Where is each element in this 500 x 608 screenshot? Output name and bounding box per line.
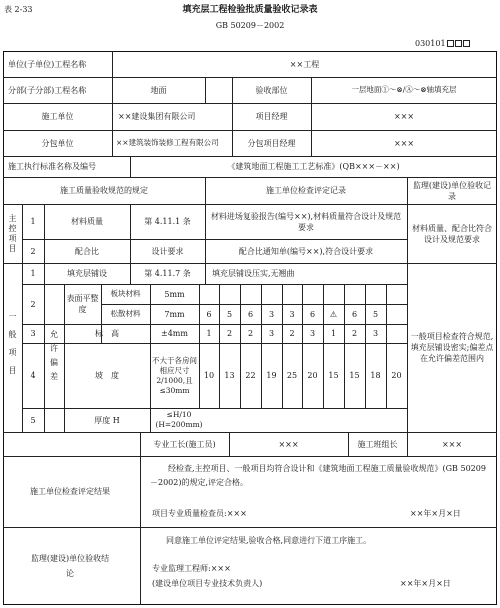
team-leader-label: 施工班组长 [357, 439, 398, 449]
main-row-1-record: 材料进场复验报告(编号××),材料质量符合设计及规范要求 [210, 211, 402, 232]
foreman-label: 专业工长(施工员) [153, 439, 216, 449]
general-row-4-no: 4 [30, 371, 36, 380]
slope-cell: 15 [328, 371, 339, 380]
main-items-label: 主控项目 [8, 213, 17, 254]
general-row-5-no: 5 [30, 415, 36, 425]
engineer-note: (建设单位项目专业技术负责人) [152, 579, 263, 588]
elevation-cell: 2 [289, 329, 295, 338]
acceptance-part-value: 一层地面①～⊗/Ⓐ～⊗轴填充层 [351, 85, 457, 94]
flatness-loose-cell: 6 [247, 309, 254, 319]
evaluation-text: 经检查,主控项目、一般项目均符合设计和《建筑地面工程施工质量验收规范》(GB 50209－2002)的规定,评定合格。 [150, 464, 486, 487]
spec-column-header: 施工质量验收规范的规定 [60, 186, 148, 195]
general-row-1-record: 填充层铺设压实,无翘曲 [212, 269, 295, 278]
main-row-2-record: 配合比通知单(编号××),符合设计要求 [238, 246, 374, 256]
slope-cell: 10 [203, 371, 215, 380]
flatness-board-cell [344, 284, 365, 304]
flatness-loose-cell: 3 [268, 309, 275, 319]
slope-value: 不大于各房间相应尺寸 2/1000,且≤30mm [152, 355, 197, 395]
thickness-value: ≤H/10 (H=200mm) [155, 410, 203, 429]
elevation-value: ±4mm [161, 329, 188, 338]
slope-cell: 15 [349, 371, 360, 380]
unit-project-value: ××工程 [289, 59, 320, 69]
project-manager-value: ××× [393, 112, 415, 121]
general-row-2-no: 2 [30, 299, 36, 309]
elevation-cell: 3 [372, 329, 379, 338]
flatness-board-cell [282, 284, 302, 304]
flatness-board-cell [323, 284, 344, 304]
main-supervision: 材料质量、配合比符合设计及规范要求 [412, 223, 492, 244]
subcontractor-value: ××建筑装饰装修工程有限公司 [116, 138, 219, 147]
form-code: 030101 [415, 38, 470, 49]
flatness-loose-cell: 6 [309, 309, 316, 319]
general-row-1-item: 填充层铺设 [67, 269, 107, 278]
elevation-cell [386, 324, 407, 343]
flatness-loose-cell: 3 [289, 309, 295, 319]
flatness-loose-cell: 6 [206, 309, 212, 319]
slope-label: 坡 度 [95, 371, 119, 380]
unit-project-label: 单位(子单位)工程名称 [8, 59, 87, 69]
acceptance-part-label: 验收部位 [255, 85, 288, 95]
slope-cell: 20 [307, 371, 318, 380]
flatness-sub-1-name: 板块材料 [110, 289, 141, 298]
flatness-sub-2-value: 7mm [164, 309, 185, 319]
slope-cell: 20 [391, 371, 402, 380]
main-row-1-item: 材料质量 [71, 217, 103, 226]
thickness-label: 厚度 H [94, 415, 120, 425]
standard-code: GB 50209－2002 [215, 21, 285, 30]
flatness-loose-cell: 5 [226, 309, 233, 319]
main-row-2-item: 配合比 [75, 246, 99, 256]
table-number: 表 2-33 [4, 5, 33, 14]
flatness-board-cell [261, 284, 282, 304]
supervision-engineer: 专业监理工程师:××× [152, 564, 231, 573]
flatness-loose-cell: 6 [351, 309, 358, 319]
slope-cell: 25 [286, 371, 298, 380]
flatness-loose-cell [386, 304, 407, 324]
supervision-text: 同意施工单位评定结果,验收合格,同意进行下道工序施工。 [166, 536, 372, 545]
elevation-cell: 3 [309, 329, 316, 338]
team-leader-value: ××× [441, 439, 463, 449]
elevation-cell: 1 [330, 329, 337, 338]
general-row-3-no: 3 [30, 329, 36, 338]
flatness-board-cell [240, 284, 261, 304]
main-row-1-clause: 第 4.11.1 条 [144, 217, 191, 226]
elevation-cell: 3 [268, 329, 275, 338]
elevation-cell: 1 [206, 329, 212, 338]
elevation-cell: 2 [226, 329, 233, 338]
flatness-sub-1-value: 5mm [164, 289, 185, 299]
flatness-board-cell [365, 284, 386, 304]
project-manager-label: 项目经理 [255, 112, 288, 121]
slope-cell: 19 [266, 371, 277, 380]
sub-pm-label: 分包项目经理 [247, 138, 296, 148]
flatness-sub-2-name: 松散材料 [110, 309, 141, 318]
flatness-board-cell [219, 284, 240, 304]
supervision-conclusion-label: 监理(建设)单位验收结论 [30, 554, 110, 578]
evaluation-date: ××年×月×日 [410, 509, 461, 518]
standard-label: 施工执行标准名称及编号 [8, 162, 96, 171]
slope-cell: 22 [245, 371, 256, 380]
main-row-1-no: 1 [30, 217, 36, 226]
page-title: 填充层工程检验批质量验收记录表 [182, 5, 318, 15]
standard-value: 《建筑地面工程施工工艺标准》(QB×××－××) [227, 162, 400, 171]
slope-cell: 18 [370, 371, 381, 380]
quality-inspector: 项目专业质量检查员:××× [152, 509, 247, 518]
main-row-2-clause: 设计要求 [151, 246, 184, 256]
flatness-loose-cell: ⚠ [329, 309, 338, 319]
flatness-board-cell [199, 284, 219, 304]
division-label: 分部(子分部)工程名称 [8, 85, 87, 95]
check-column-header: 施工单位检查评定记录 [266, 186, 346, 195]
elevation-cell: 2 [247, 329, 254, 338]
evaluation-label: 施工单位检查评定结果 [30, 487, 110, 496]
construction-unit-label: 施工单位 [41, 112, 74, 121]
general-supervision: 一般项目检查符合规范,填充层铺设密实;偏差点在允许偏差范围内 [410, 332, 494, 363]
elevation-label: 标 高 [95, 329, 119, 338]
sub-pm-value: ××× [393, 138, 415, 148]
flatness-board-cell [302, 284, 323, 304]
subcontractor-label: 分包单位 [41, 138, 74, 148]
supervision-column-header: 监理(建设)单位验收记录 [412, 180, 492, 201]
flatness-label: 表面平整度 [66, 294, 99, 314]
division-value: 地面 [150, 85, 167, 95]
general-row-1-clause: 第 4.11.7 条 [144, 269, 191, 278]
supervision-date: ××年×月×日 [400, 579, 451, 588]
flatness-loose-cell: 5 [372, 309, 379, 319]
slope-cell: 13 [224, 371, 235, 380]
allowance-label: 允许偏差 [49, 330, 59, 386]
flatness-board-cell [386, 284, 407, 304]
construction-unit-value: ××建设集团有限公司 [118, 112, 196, 121]
general-items-label: 一般项目 [8, 311, 17, 384]
general-row-1-no: 1 [30, 269, 36, 278]
foreman-value: ××× [278, 439, 299, 449]
main-row-2-no: 2 [30, 246, 36, 256]
elevation-cell: 2 [351, 329, 358, 338]
